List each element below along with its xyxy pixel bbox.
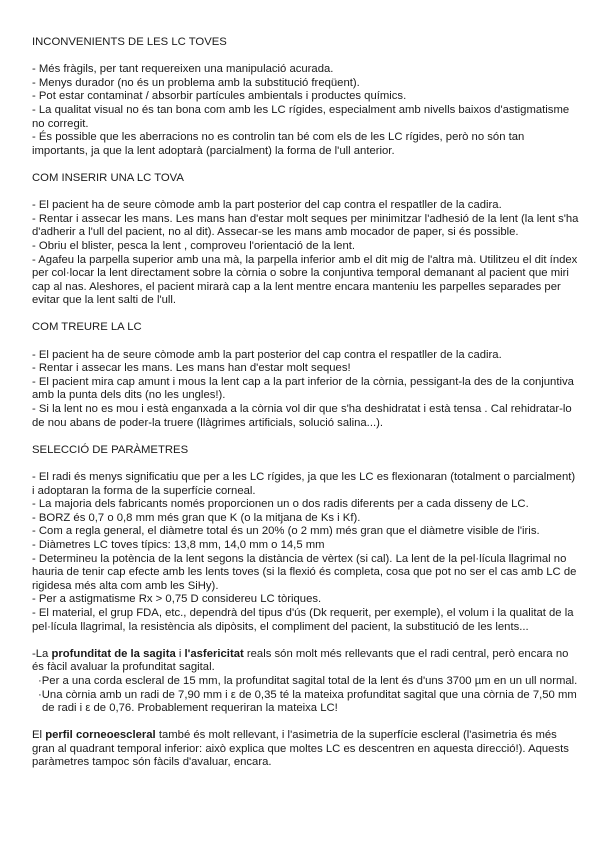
list-item: - Determineu la potència de la lent segons la distància de vèrtex (si cal). La lent de la pel·lícula llagrimal no hauria de tenir cap efecte amb les lents toves (si la flexió és completa, cosa que pot no ser el cas amb LC de rigidesa més alta com amb les SiHy). — [32, 552, 577, 592]
section-heading: COM INSERIR UNA LC TOVA — [32, 171, 184, 184]
list-item: - Menys durador (no és un problema amb la substitució freqüent). — [32, 76, 360, 89]
sagita-sub-item: ·Una còrnia amb un radi de 7,90 mm i ε de 0,35 té la mateixa profunditat sagital que una còrnia de 7,50 mm de radi i ε de 0,76. Probablement requeriran la mateixa LC! — [38, 688, 577, 715]
list-item: - El material, el grup FDA, etc., dependrà del tipus d'ús (Dk requerit, per exemple), el volum i la qualitat de la pel·lícula llagrimal, la resistència als dipòsits, el compliment del pacient, la substitució de les lents... — [32, 606, 574, 633]
section-heading: COM TREURE LA LC — [32, 321, 142, 334]
list-item: - Si la lent no es mou i està enganxada a la còrnia vol dir que s'ha deshidratat i està tensa . Cal rehidratar-lo de nou abans de poder-la truere (llàgrimes artificials, solució salina...). — [32, 403, 572, 429]
section-perfil — [32, 729, 580, 770]
section-heading: SELECCIÓ DE PARÀMETRES — [32, 443, 189, 456]
sagita-sub-item: ·Per a una corda escleral de 15 mm, la profunditat sagital total de la lent és d'uns 3700 µm en un ull normal. — [38, 674, 578, 687]
asfericitat-bold-term: l'asfericitat — [184, 647, 244, 660]
section-treure — [32, 321, 580, 430]
list-item: - La majoria dels fabricants només proporcionen un o dos radis diferents per a cada disseny de LC. — [32, 498, 529, 511]
list-item: - Per a astigmatisme Rx > 0,75 D considereu LC tòriques. — [32, 593, 322, 606]
list-item: - El pacient mira cap amunt i mous la lent cap a la part inferior de la còrnia, pessigant-la des de la conjuntiva amb la punta dels dits (no les ungles!). — [32, 375, 574, 402]
section-parametres — [32, 444, 580, 634]
list-item: - El radi és menys significatiu que per a les LC rígides, ja que les LC es flexionaran (totalment o parcialment) i adoptaran la forma de la superfície corneal. — [32, 471, 576, 497]
list-item: - Rentar i assecar les mans. Les mans han d'estar molt seques per minimitzar l'adhesió de la lent (la lent s'ha d'adherir a l'ull del pacient, no al dit). Assecar-se les mans amb mocador de paper, si és possible. — [32, 212, 579, 239]
section-inserir — [32, 172, 580, 308]
perfil-paragraph — [32, 729, 580, 770]
sagita-connector: i — [175, 647, 185, 660]
document-page — [32, 36, 580, 770]
list-item: - És possible que les aberracions no es controlin tan bé com els de les LC rígides, però no són tan importants, ja que la lent adoptarà (parcialment) la forma de l'ull anterior. — [32, 131, 525, 157]
list-item: - El pacient ha de seure còmode amb la part posterior del cap contra el respatller de la cadira. — [32, 199, 502, 212]
section-inconvenients — [32, 36, 580, 158]
list-item: - Com a regla general, el diàmetre total és un 20% (o 2 mm) més gran que el diàmetre visible de l'iris. — [32, 525, 540, 538]
list-item: - Rentar i assecar les mans. Les mans han d'estar molt seques! — [32, 362, 351, 375]
list-item: - Obriu el blister, pesca la lent , comproveu l'orientació de la lent. — [32, 239, 356, 252]
sagita-prefix: -La — [32, 647, 52, 660]
list-item: - El pacient ha de seure còmode amb la part posterior del cap contra el respatller de la cadira. — [32, 348, 502, 361]
perfil-bold-term: perfil corneoescleral — [45, 729, 156, 742]
list-item: - Diàmetres LC toves típics: 13,8 mm, 14,0 mm o 14,5 mm — [32, 538, 325, 551]
perfil-prefix: El — [32, 729, 46, 742]
sagita-bold-term: profunditat de la sagita — [51, 647, 176, 660]
list-item: - Agafeu la parpella superior amb una mà, la parpella inferior amb el dit mig de l'altra mà. Utilitzeu el dit índex per col·locar la lent directament sobre la còrnia o sobre la conjuntiva temporal demanant al pacient que miri cap al nas. Aleshores, el pacient mirarà cap a la lent mentre encara manteniu les parpelles separades per evitar que la lent salti de l'ull. — [32, 253, 578, 307]
section-heading: INCONVENIENTS DE LES LC TOVES — [32, 36, 227, 48]
sagita-rest: reals són molt més rellevants que el radi central, però encara no és fàcil avaluar la profunditat sagital. — [32, 647, 569, 674]
list-item: - Pot estar contaminat / absorbir partícules ambientals i productes químics. — [32, 90, 407, 103]
sagita-paragraph — [32, 648, 580, 675]
list-item: - BORZ és 0,7 o 0,8 mm més gran que K (o la mitjana de Ks i Kf). — [32, 511, 361, 524]
list-item: - La qualitat visual no és tan bona com amb les LC rígides, especialment amb nivells baixos d'astigmatisme no corregit. — [32, 103, 570, 130]
list-item: - Més fràgils, per tant requereixen una manipulació acurada. — [32, 63, 334, 76]
perfil-rest: també és molt rellevant, i l'asimetria de la superfície escleral (l'asimetria és més gran al quadrant temporal inferior: això explica que moltes LC es descentren en aquesta direcció!). Aquests paràmetres tampoc són fàcils d'avaluar, encara. — [32, 729, 569, 769]
section-sagita — [32, 648, 580, 716]
